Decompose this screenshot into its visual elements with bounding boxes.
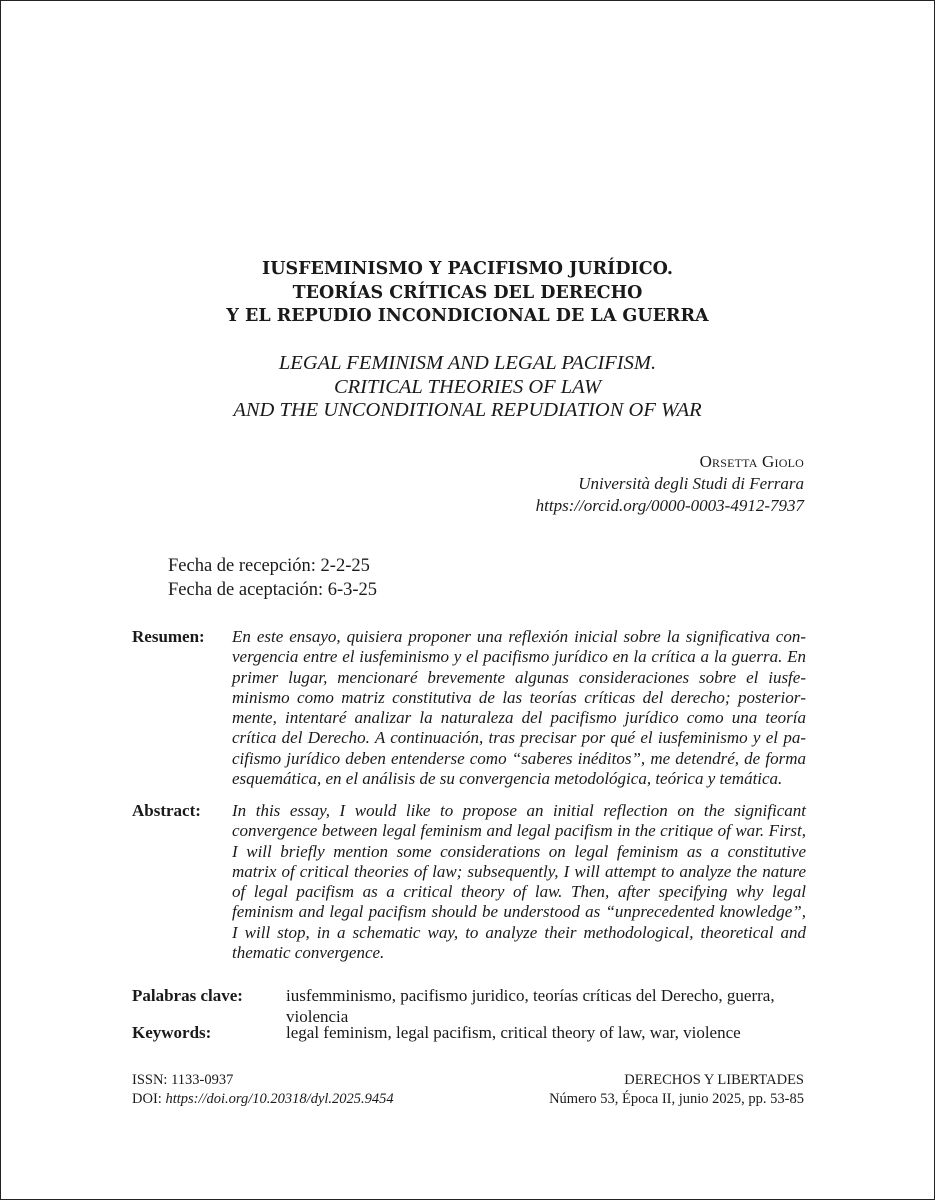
footer-identifiers [132, 1071, 394, 1109]
title-en-line: LEGAL FEMINISM AND LEGAL PACIFISM. [278, 352, 657, 374]
article-title-spanish [1, 258, 934, 329]
author-block [536, 451, 804, 517]
keywords-label: Keywords: [132, 1023, 212, 1042]
submission-dates [168, 554, 377, 602]
abstract-label: Abstract: [132, 801, 201, 820]
palabras-clave-text: iusfemminismo, pacifismo juridico, teorías críticas del Derecho, guerra, violencia [286, 986, 775, 1026]
keywords-text: legal feminism, legal pacifism, critical theory of law, war, violence [286, 1023, 741, 1042]
resumen-section [132, 627, 806, 789]
date-accepted: Fecha de aceptación: 6-3-25 [168, 580, 378, 600]
resumen-label: Resumen: [132, 627, 205, 646]
journal-name: DERECHOS Y LIBERTADES [624, 1072, 804, 1088]
doi-label: DOI: [132, 1091, 166, 1107]
title-es-line: Y EL REPUDIO INCONDICIONAL DE LA GUERRA [226, 306, 709, 326]
abstract-text: In this essay, I would like to propose an initial reflection on the significant convergence between legal feminism and legal pacifism in the critique of war. First, I will briefly mention some considerations on legal feminism as a constitutive matrix of critical theories of law; subsequently, I will attempt to analyze the nature of legal pacifism as a critical theory of law. Then, after specifying why legal feminism and legal pacifism should be understood as “unprecedented knowledge”, I will stop, in a schematic way, to analyze their methodological, theoretical and thematic convergence. [232, 801, 806, 963]
resumen-text: En este ensayo, quisiera proponer una reflexión inicial sobre la significativa convergencia entre el iusfeminismo y el pacifismo jurídico en la crítica a la guerra. En primer lugar, mencionaré brevemente algunas consideraciones sobre el iusfeminismo como matriz constitutiva de las teorías críticas del derecho; posteriormente, intentaré analizar la naturaleza del pacifismo jurídico como una teoría crítica del Derecho. A continuación, tras precisar por qué el iusfeminismo y el pacifismo jurídico deben entenderse como “saberes inéditos”, me detendré, de forma esquemática, en el análisis de su convergencia metodológica, teórica y temática. [232, 627, 806, 789]
doi-line [132, 1090, 394, 1109]
abstract-section [132, 801, 806, 963]
author-orcid-link[interactable]: https://orcid.org/0000-0003-4912-7937 [535, 496, 804, 515]
palabras-clave-section [132, 986, 822, 1027]
title-en-line: AND THE UNCONDITIONAL REPUDIATION OF WAR [233, 399, 702, 421]
date-received: Fecha de recepción: 2-2-25 [168, 556, 370, 576]
title-es-line: TEORÍAS CRÍTICAS DEL DERECHO [292, 282, 643, 303]
author-name: Orsetta Giolo [699, 452, 804, 471]
title-en-line: CRITICAL THEORIES OF LAW [333, 375, 602, 398]
footer-journal [549, 1071, 804, 1109]
palabras-clave-label: Palabras clave: [132, 986, 243, 1005]
author-affiliation: Università degli Studi di Ferrara [578, 474, 804, 493]
issn: ISSN: 1133-0937 [132, 1072, 234, 1088]
keywords-section [132, 1023, 822, 1044]
doi-link[interactable]: https://doi.org/10.20318/dyl.2025.9454 [165, 1091, 394, 1107]
issue-info: Número 53, Época II, junio 2025, pp. 53-85 [549, 1091, 804, 1107]
article-title-english [1, 352, 934, 423]
title-es-line: IUSFEMINISMO Y PACIFISMO JURÍDICO. [262, 259, 673, 279]
